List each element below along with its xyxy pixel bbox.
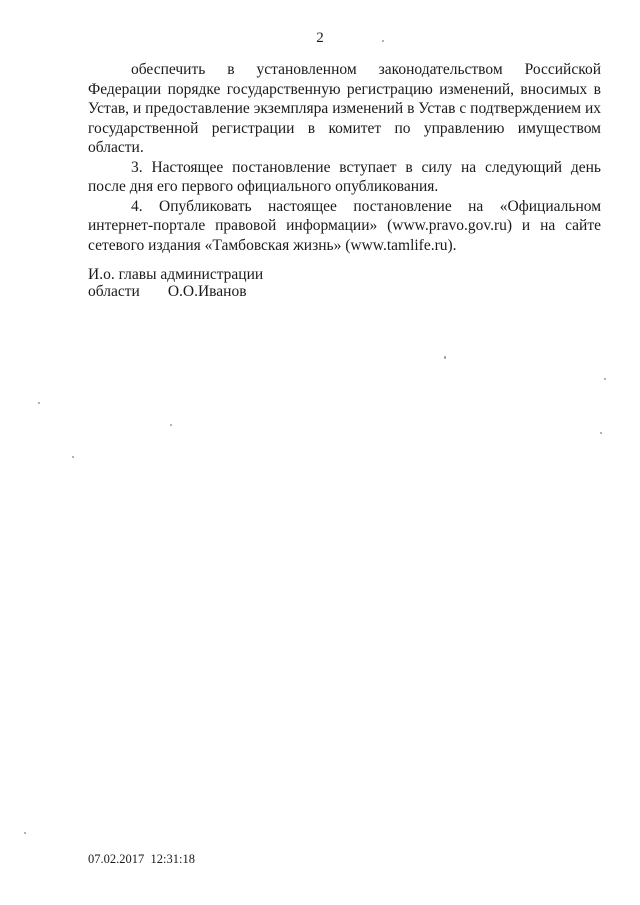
scan-speck <box>24 832 26 834</box>
signatory-position: И.о. главы администрации <box>88 266 264 283</box>
scan-speck <box>38 402 40 404</box>
signature-block <box>88 266 388 300</box>
scan-speck <box>604 378 606 380</box>
scan-speck <box>444 356 446 359</box>
paragraph-effective-date: 3. Настоящее постановление вступает в силу на следующий день после дня его первого официального опубликования. <box>88 158 601 195</box>
signatory-name: О.О.Иванов <box>167 283 247 300</box>
paragraph-publication: 4. Опубликовать настоящее постановление на «Официальном интернет-портале правовой информации» (www.pravo.gov.ru) и на сайте сетевого издания «Тамбовская жизнь» (www.tamlife.ru). <box>88 197 601 254</box>
scan-speck <box>170 424 172 426</box>
page-number: 2 <box>316 30 324 46</box>
scan-speck <box>72 456 74 458</box>
paragraph-registration: обеспечить в установленном законодательством Российской Федерации порядке государственную регистрацию изменений, вносимых в Устав, и предоставление экземпляра изменений в Устав с подтверждением их государственной регистрации в комитет по управлению имуществом области. <box>88 61 601 156</box>
print-timestamp: 07.02.2017 12:31:18 <box>88 852 195 866</box>
signatory-position-region: области <box>88 283 140 300</box>
document-body <box>88 60 601 255</box>
scan-speck <box>600 432 602 434</box>
scan-speck <box>382 40 384 42</box>
